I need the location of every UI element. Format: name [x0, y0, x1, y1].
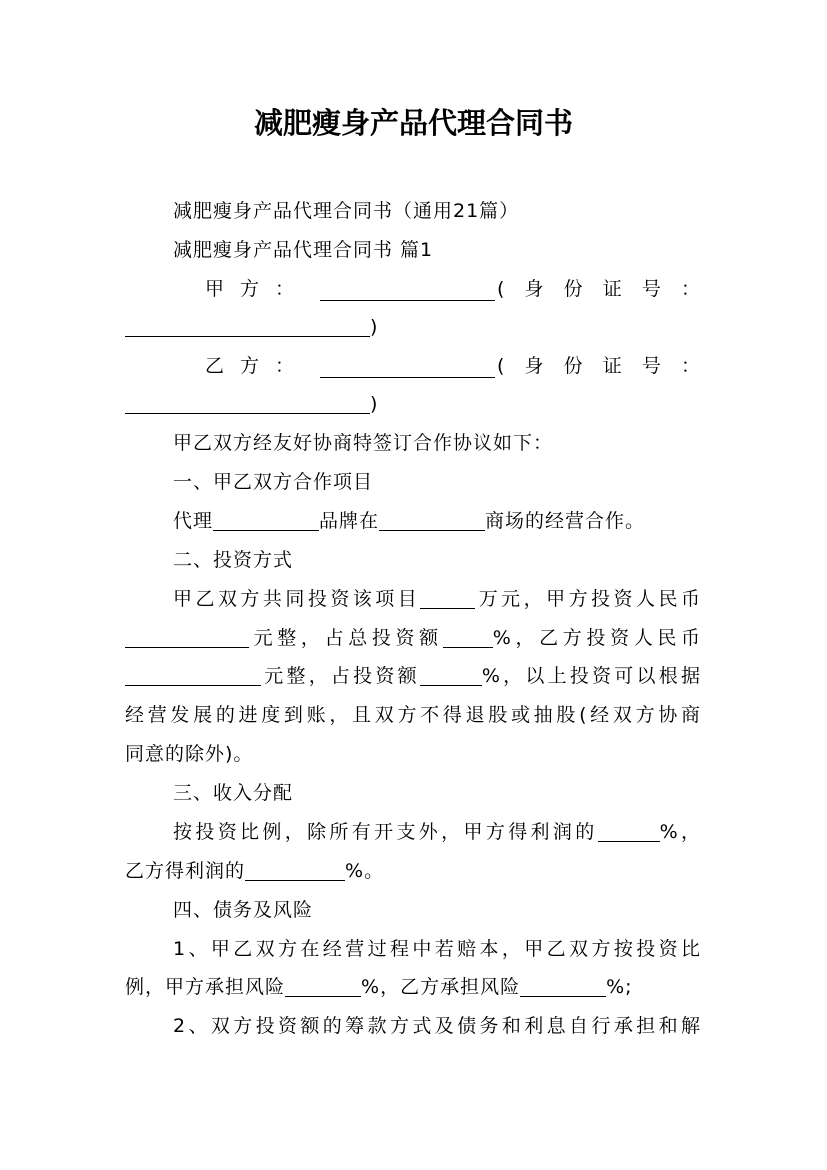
section-2-line-1	[125, 580, 700, 619]
close-paren: )	[370, 316, 378, 338]
party-a-name-blank	[320, 278, 495, 301]
document-title: 减肥瘦身产品代理合同书	[253, 106, 573, 140]
section-4-heading: 四、债务及风险	[173, 899, 314, 921]
text-fragment: 甲乙双方共同投资该项目	[173, 588, 421, 610]
party-a-label: 甲方：	[205, 278, 311, 300]
close-paren: )	[370, 393, 378, 415]
text-fragment: 乙方得利润的	[125, 860, 246, 882]
section-3-heading: 三、收入分配	[173, 782, 294, 804]
section-1-text	[125, 502, 700, 541]
party-b-percent-blank	[420, 663, 482, 686]
text-fragment: 例，甲方承担风险	[125, 976, 286, 998]
section-3-line-1	[125, 813, 700, 852]
party-b-id-label: (身份证号：	[497, 355, 700, 377]
party-b-id-line	[125, 385, 700, 424]
party-a-profit-blank	[598, 819, 660, 842]
section-4-line-3: 2、双方投资额的筹款方式及债务和利息自行承担和解	[173, 1015, 700, 1037]
text-fragment: 按投资比例，除所有开支外，甲方得利润的	[173, 821, 598, 843]
party-b-label: 乙方：	[205, 355, 311, 377]
party-a-percent-blank	[443, 625, 493, 648]
party-a-id-label: (身份证号：	[497, 278, 700, 300]
section-2-line-5: 同意的除外)。	[125, 743, 254, 765]
party-a-id-line	[125, 308, 700, 347]
section-2-line-3	[125, 657, 700, 696]
party-a-amount-blank	[125, 625, 249, 648]
section-2-line-2	[125, 619, 700, 658]
party-a-line	[125, 270, 700, 309]
party-b-name-blank	[320, 355, 495, 378]
section-4-line-2	[125, 968, 700, 1007]
text-fragment: %，乙方投资人民币	[492, 627, 700, 649]
heading-article-1: 减肥瘦身产品代理合同书 篇1	[173, 239, 434, 261]
party-b-id-blank	[125, 391, 370, 414]
total-investment-blank	[420, 586, 475, 609]
text-fragment: 商场的经营合作。	[485, 510, 646, 532]
section-3-line-2	[125, 852, 700, 891]
mall-blank	[379, 508, 485, 531]
brand-blank	[213, 508, 319, 531]
party-a-id-blank	[125, 314, 370, 337]
text-fragment: 元整，占投资额	[261, 665, 420, 687]
text-fragment: 品牌在	[319, 510, 380, 532]
section-4-line-1: 1、甲乙双方在经营过程中若赔本，甲乙双方按投资比	[173, 938, 700, 960]
intro-line: 减肥瘦身产品代理合同书（通用21篇）	[173, 200, 520, 222]
text-fragment: %;	[606, 976, 633, 998]
section-2-heading: 二、投资方式	[173, 549, 294, 571]
text-fragment: 元整，占总投资额	[249, 627, 443, 649]
agreement-intro: 甲乙双方经友好协商特签订合作协议如下：	[173, 432, 554, 454]
text-fragment: 代理	[173, 510, 214, 532]
party-b-amount-blank	[125, 663, 261, 686]
text-fragment: 万元，甲方投资人民币	[475, 588, 700, 610]
text-fragment: %，以上投资可以根据	[481, 665, 700, 687]
section-1-heading: 一、甲乙双方合作项目	[173, 471, 374, 493]
party-b-profit-blank	[245, 858, 345, 881]
party-b-line	[125, 347, 700, 386]
section-2-line-4: 经营发展的进度到账，且双方不得退股或抽股(经双方协商	[125, 704, 700, 726]
party-a-risk-blank	[285, 974, 361, 997]
text-fragment: %，乙方承担风险	[361, 976, 521, 998]
text-fragment: %，	[659, 821, 700, 843]
text-fragment: %。	[345, 860, 385, 882]
party-b-risk-blank	[520, 974, 606, 997]
